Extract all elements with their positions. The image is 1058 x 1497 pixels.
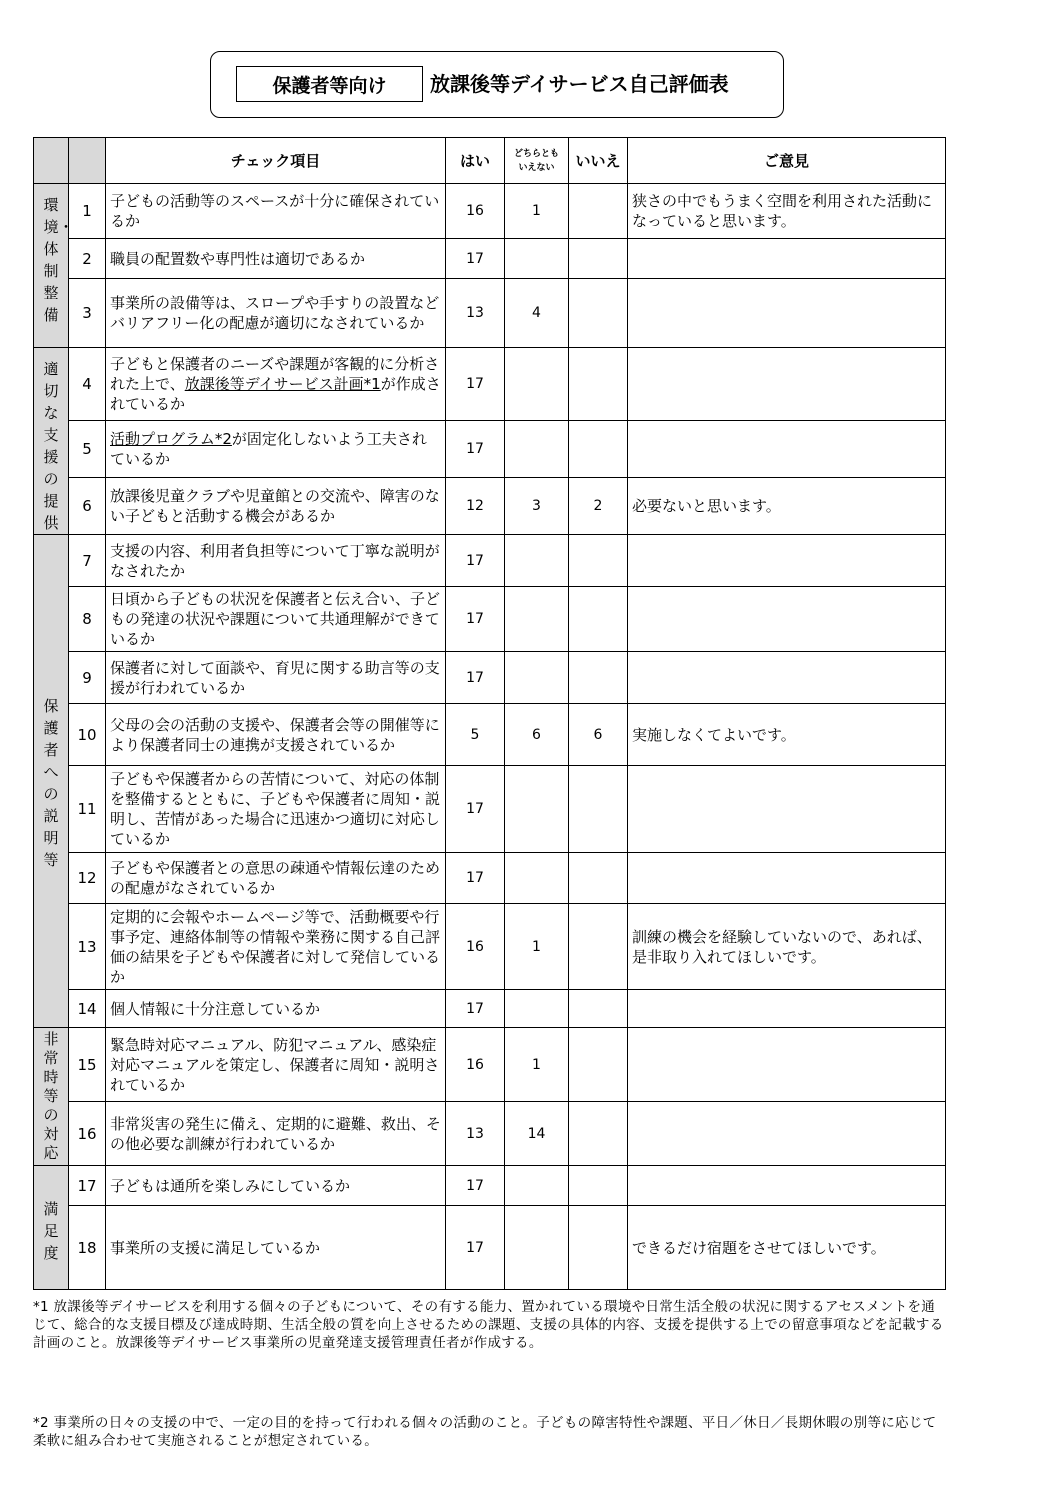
- yes-count: 17: [446, 652, 505, 704]
- header-item: チェック項目: [106, 138, 446, 184]
- no-count: [569, 1206, 628, 1290]
- yes-count: 16: [446, 904, 505, 990]
- table-row: [34, 478, 946, 535]
- neutral-count: 4: [505, 279, 569, 348]
- no-count: [569, 1102, 628, 1166]
- opinion: 必要ないと思います。: [628, 478, 946, 535]
- opinion: 狭さの中でもうまく空間を利用された活動になっていると思います。: [628, 184, 946, 239]
- category-cell: 適切な支援の提供: [34, 348, 69, 535]
- yes-count: 17: [446, 421, 505, 478]
- neutral-count: [505, 1166, 569, 1206]
- row-number: 8: [69, 587, 106, 652]
- table-row: [34, 535, 946, 587]
- check-item: 保護者に対して面談や、育児に関する助言等の支援が行われているか: [106, 652, 446, 704]
- row-number: 13: [69, 904, 106, 990]
- audience-label: 保護者等向け: [236, 66, 423, 102]
- neutral-count: [505, 239, 569, 279]
- yes-count: 13: [446, 279, 505, 348]
- check-item: 子どもは通所を楽しみにしているか: [106, 1166, 446, 1206]
- table-row: [34, 184, 946, 239]
- check-item: 放課後児童クラブや児童館との交流や、障害のない子どもと活動する機会があるか: [106, 478, 446, 535]
- header-neutral: どちらとも いえない: [505, 138, 569, 184]
- no-count: [569, 853, 628, 904]
- table-row: [34, 348, 946, 421]
- neutral-count: 1: [505, 184, 569, 239]
- opinion: [628, 1102, 946, 1166]
- row-number: 16: [69, 1102, 106, 1166]
- evaluation-table: [33, 137, 946, 1290]
- opinion: 実施しなくてよいです。: [628, 704, 946, 766]
- row-number: 17: [69, 1166, 106, 1206]
- yes-count: 16: [446, 184, 505, 239]
- header-number: [69, 138, 106, 184]
- neutral-count: [505, 652, 569, 704]
- check-item: 父母の会の活動の支援や、保護者会等の開催等により保護者同士の連携が支援されているか: [106, 704, 446, 766]
- opinion: [628, 1028, 946, 1102]
- neutral-count: [505, 421, 569, 478]
- no-count: [569, 766, 628, 853]
- yes-count: 17: [446, 853, 505, 904]
- row-number: 10: [69, 704, 106, 766]
- check-item: 事業所の支援に満足しているか: [106, 1206, 446, 1290]
- row-number: 7: [69, 535, 106, 587]
- neutral-count: 14: [505, 1102, 569, 1166]
- neutral-count: 6: [505, 704, 569, 766]
- yes-count: 17: [446, 1206, 505, 1290]
- header-opinion: ご意見: [628, 138, 946, 184]
- table-row: [34, 239, 946, 279]
- row-number: 9: [69, 652, 106, 704]
- no-count: [569, 184, 628, 239]
- category-cell: 満足度: [34, 1166, 69, 1290]
- no-count: [569, 904, 628, 990]
- plan-footnote-link[interactable]: 放課後等デイサービス計画*1: [184, 375, 381, 394]
- row-number: 18: [69, 1206, 106, 1290]
- header-row: [34, 138, 946, 184]
- table-row: [34, 587, 946, 652]
- check-item: 子どもや保護者からの苦情について、対応の体制を整備するとともに、子どもや保護者に周知・説明し、苦情があった場合に迅速かつ適切に対応しているか: [106, 766, 446, 853]
- check-item: 日頃から子どもの状況を保護者と伝え合い、子どもの発達の状況や課題について共通理解ができているか: [106, 587, 446, 652]
- neutral-count: [505, 1206, 569, 1290]
- category-cell: 環境・体制整備: [34, 184, 69, 348]
- row-number: 1: [69, 184, 106, 239]
- title-box: [210, 51, 784, 118]
- check-item: 緊急時対応マニュアル、防犯マニュアル、感染症対応マニュアルを策定し、保護者に周知・説明されているか: [106, 1028, 446, 1102]
- no-count: [569, 652, 628, 704]
- opinion: [628, 239, 946, 279]
- no-count: [569, 1166, 628, 1206]
- check-item: 事業所の設備等は、スロープや手すりの設置などバリアフリー化の配慮が適切になされているか: [106, 279, 446, 348]
- check-item: 非常災害の発生に備え、定期的に避難、救出、その他必要な訓練が行われているか: [106, 1102, 446, 1166]
- opinion: [628, 587, 946, 652]
- no-count: [569, 990, 628, 1028]
- row-number: 2: [69, 239, 106, 279]
- check-item: 職員の配置数や専門性は適切であるか: [106, 239, 446, 279]
- category-cell: 非常時等の対応: [34, 1028, 69, 1166]
- row-number: 15: [69, 1028, 106, 1102]
- neutral-count: [505, 853, 569, 904]
- table-row: [34, 421, 946, 478]
- yes-count: 17: [446, 766, 505, 853]
- check-item: 支援の内容、利用者負担等について丁寧な説明がなされたか: [106, 535, 446, 587]
- no-count: 6: [569, 704, 628, 766]
- table-row: [34, 652, 946, 704]
- opinion: [628, 853, 946, 904]
- header-category: [34, 138, 69, 184]
- opinion: [628, 766, 946, 853]
- footnote-2: *2 事業所の日々の支援の中で、一定の目的を持って行われる個々の活動のこと。子どもの障害特性や課題、平日／休日／長期休暇の別等に応じて柔軟に組み合わせて実施されることが想定されている。: [33, 1415, 937, 1449]
- yes-count: 16: [446, 1028, 505, 1102]
- table-row: [34, 704, 946, 766]
- yes-count: 12: [446, 478, 505, 535]
- table-row: [34, 904, 946, 990]
- neutral-count: [505, 535, 569, 587]
- table-row: [34, 279, 946, 348]
- opinion: [628, 652, 946, 704]
- no-count: [569, 535, 628, 587]
- yes-count: 5: [446, 704, 505, 766]
- table-row: [34, 1166, 946, 1206]
- neutral-count: 3: [505, 478, 569, 535]
- yes-count: 17: [446, 1166, 505, 1206]
- opinion: できるだけ宿題をさせてほしいです。: [628, 1206, 946, 1290]
- check-item: 子どもと保護者のニーズや課題が客観的に分析された上で、放課後等デイサービス計画*1が作成されているか: [106, 348, 446, 421]
- check-item: 子どもの活動等のスペースが十分に確保されているか: [106, 184, 446, 239]
- neutral-count: [505, 587, 569, 652]
- check-item: 個人情報に十分注意しているか: [106, 990, 446, 1028]
- table-row: [34, 1102, 946, 1166]
- opinion: [628, 279, 946, 348]
- no-count: [569, 239, 628, 279]
- table-row: [34, 1028, 946, 1102]
- opinion: [628, 1166, 946, 1206]
- neutral-count: 1: [505, 904, 569, 990]
- row-number: 6: [69, 478, 106, 535]
- opinion: [628, 990, 946, 1028]
- no-count: [569, 348, 628, 421]
- opinion: 訓練の機会を経験していないので、あれば、是非取り入れてほしいです。: [628, 904, 946, 990]
- header-yes: はい: [446, 138, 505, 184]
- no-count: [569, 1028, 628, 1102]
- check-item: 活動プログラム*2が固定化しないよう工夫されているか: [106, 421, 446, 478]
- neutral-count: [505, 990, 569, 1028]
- page-title: 放課後等デイサービス自己評価表: [430, 72, 729, 96]
- neutral-count: [505, 348, 569, 421]
- no-count: [569, 279, 628, 348]
- yes-count: 17: [446, 990, 505, 1028]
- row-number: 12: [69, 853, 106, 904]
- table-row: [34, 766, 946, 853]
- no-count: [569, 421, 628, 478]
- yes-count: 17: [446, 348, 505, 421]
- yes-count: 17: [446, 239, 505, 279]
- yes-count: 17: [446, 587, 505, 652]
- table-row: [34, 1206, 946, 1290]
- header-no: いいえ: [569, 138, 628, 184]
- yes-count: 17: [446, 535, 505, 587]
- opinion: [628, 421, 946, 478]
- yes-count: 13: [446, 1102, 505, 1166]
- table-row: [34, 853, 946, 904]
- row-number: 11: [69, 766, 106, 853]
- no-count: 2: [569, 478, 628, 535]
- neutral-count: [505, 766, 569, 853]
- program-footnote-link[interactable]: 活動プログラム*2: [110, 430, 232, 449]
- opinion: [628, 535, 946, 587]
- row-number: 5: [69, 421, 106, 478]
- no-count: [569, 587, 628, 652]
- table-row: [34, 990, 946, 1028]
- row-number: 14: [69, 990, 106, 1028]
- check-item: 定期的に会報やホームページ等で、活動概要や行事予定、連絡体制等の情報や業務に関する自己評価の結果を子どもや保護者に対して発信しているか: [106, 904, 446, 990]
- check-item: 子どもや保護者との意思の疎通や情報伝達のための配慮がなされているか: [106, 853, 446, 904]
- category-cell: 保護者への説明等: [34, 535, 69, 1028]
- row-number: 4: [69, 348, 106, 421]
- opinion: [628, 348, 946, 421]
- row-number: 3: [69, 279, 106, 348]
- footnote-1: *1 放課後等デイサービスを利用する個々の子どもについて、その有する能力、置かれている環境や日常生活全般の状況に関するアセスメントを通じて、総合的な支援目標及び達成時期、生活全般の質を向上させるための課題、支援の具体的内容、支援を提供する上での留意事項などを記載する計画のこと。放課後等デイサービス事業所の児童発達支援管理責任者が作成する。: [33, 1299, 944, 1351]
- neutral-count: 1: [505, 1028, 569, 1102]
